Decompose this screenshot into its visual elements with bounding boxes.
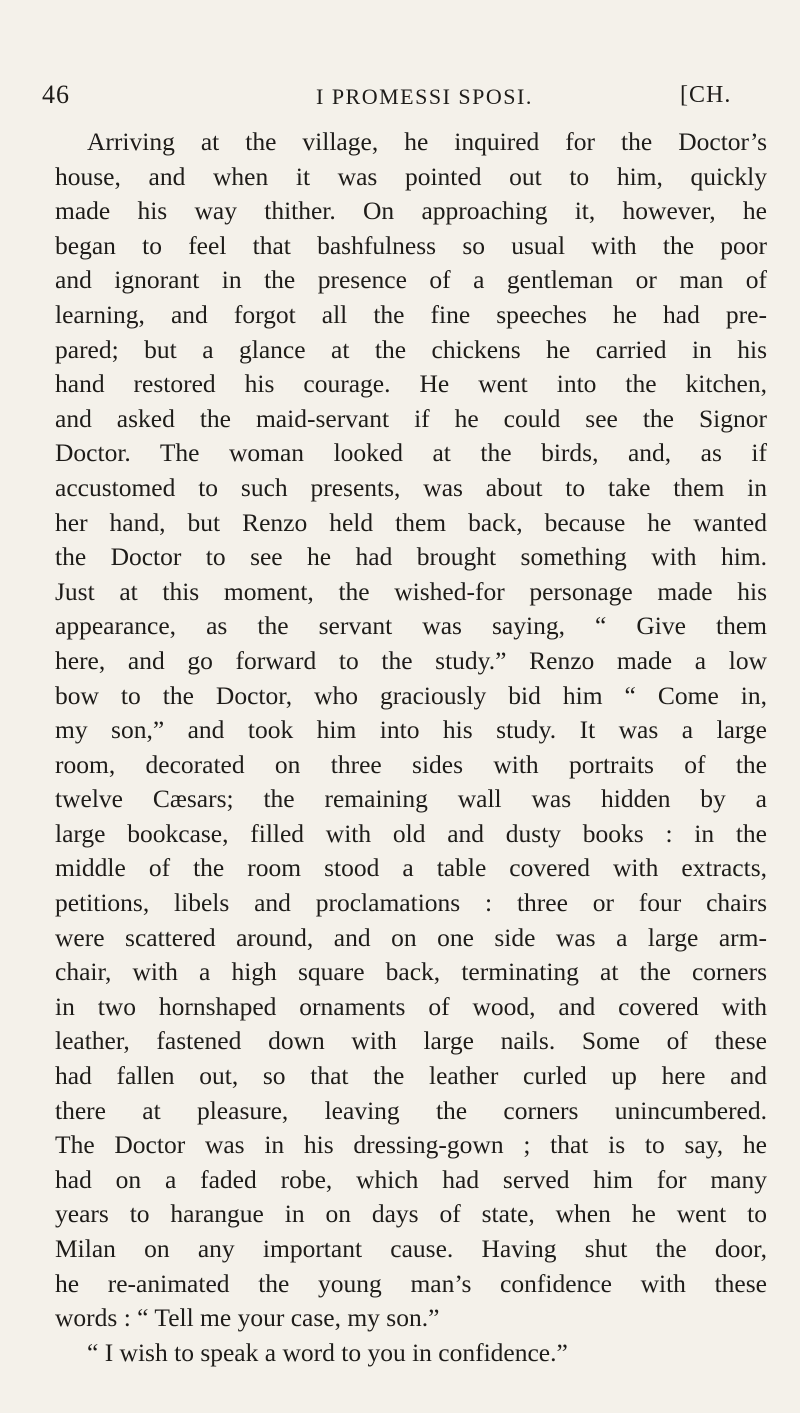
running-title: I PROMESSI SPOSI. (316, 84, 533, 109)
text-line: were scattered around, and on one side was a large arm- (55, 922, 767, 952)
text-line: he re-animated the young man’s confidence with these (55, 1268, 767, 1298)
page-header (0, 80, 800, 120)
text-line: large bookcase, filled with old and dusty books : in the (55, 818, 767, 848)
text-line: appearance, as the servant was saying, “ Give them (55, 611, 767, 641)
text-line: had fallen out, so that the leather curled up here and (55, 1061, 767, 1091)
text-line: pared; but a glance at the chickens he carried in his (55, 334, 767, 364)
text-line: house, and when it was pointed out to him, quickly (55, 161, 767, 191)
text-line: her hand, but Renzo held them back, because he wanted (55, 507, 767, 537)
text-line: began to feel that bashfulness so usual with the poor (55, 230, 767, 260)
text-line: Just at this moment, the wished-for personage made his (55, 576, 767, 606)
text-line: learning, and forgot all the fine speeches he had pre- (55, 299, 767, 329)
text-line: the Doctor to see he had brought something with him. (55, 542, 767, 572)
text-line: leather, fastened down with large nails. Some of these (55, 1026, 767, 1056)
text-line: my son,” and took him into his study. It was a large (55, 715, 767, 745)
text-line: The Doctor was in his dressing-gown ; that is to say, he (55, 1130, 767, 1160)
text-line: twelve Cæsars; the remaining wall was hidden by a (55, 784, 767, 814)
chapter-mark: [CH. (680, 82, 732, 108)
text-line: in two hornshaped ornaments of wood, and covered with (55, 991, 767, 1021)
text-line: and asked the maid-servant if he could see the Signor (55, 403, 767, 433)
body-text (55, 125, 767, 1370)
text-line: petitions, libels and proclamations : three or four chairs (55, 888, 767, 918)
text-line: Milan on any important cause. Having shut the door, (55, 1234, 767, 1263)
text-line: years to harangue in on days of state, when he went to (55, 1199, 767, 1229)
page-number: 46 (42, 80, 70, 109)
text-line: bow to the Doctor, who graciously bid him “ Come in, (55, 680, 767, 710)
text-line: and ignorant in the presence of a gentleman or man of (55, 265, 767, 295)
text-line: Arriving at the village, he inquired for the Doctor’s (87, 127, 767, 156)
text-line: accustomed to such presents, was about to take them in (55, 472, 767, 502)
text-line: middle of the room stood a table covered with extracts, (55, 853, 767, 883)
text-line: words : “ Tell me your case, my son.” (55, 1303, 440, 1333)
text-line: made his way thither. On approaching it, however, he (55, 196, 767, 226)
text-line: room, decorated on three sides with portraits of the (55, 749, 767, 779)
text-line: here, and go forward to the study.” Renzo made a low (55, 645, 767, 675)
text-line: had on a faded robe, which had served him for many (55, 1164, 767, 1194)
text-line: Doctor. The woman looked at the birds, and, as if (55, 438, 767, 468)
text-line: “ I wish to speak a word to you in confidence.” (87, 1337, 568, 1367)
text-line: there at pleasure, leaving the corners unincumbered. (55, 1095, 767, 1125)
text-line: hand restored his courage. He went into the kitchen, (55, 369, 767, 399)
text-line: chair, with a high square back, terminating at the corners (55, 957, 767, 987)
